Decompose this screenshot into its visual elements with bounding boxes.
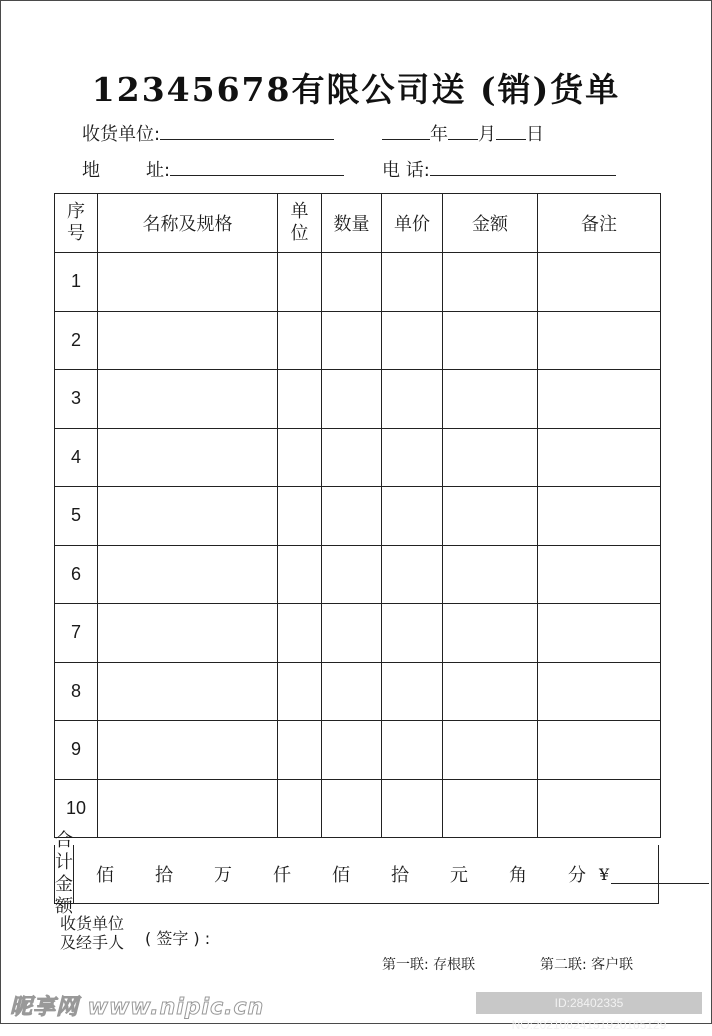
address-field [82, 156, 344, 182]
unit-shi: 拾 [155, 865, 173, 886]
unit-jiao: 角 [509, 865, 527, 886]
year-label: 年 [430, 124, 448, 145]
recipient-label: 收货单位: [82, 124, 161, 145]
phone-label: 电 话: [382, 160, 430, 181]
name-cell[interactable] [98, 428, 278, 487]
unit-yuan: 元 [450, 865, 468, 886]
remark-cell[interactable] [538, 779, 661, 838]
table-row [55, 487, 661, 546]
name-cell[interactable] [98, 721, 278, 780]
unit-cell[interactable] [278, 428, 322, 487]
copy-second: 第二联: 客户联 [540, 957, 634, 973]
header-qty: 数量 [322, 194, 382, 253]
unit-bai: 佰 [96, 865, 114, 886]
price-cell[interactable] [382, 311, 443, 370]
total-amount-input[interactable] [611, 865, 709, 884]
name-cell[interactable] [98, 253, 278, 312]
total-label: 合计 金额 [55, 830, 73, 917]
unit-cell[interactable] [278, 721, 322, 780]
recipient-input[interactable] [160, 123, 334, 140]
unit-cell[interactable] [278, 311, 322, 370]
total-amount-units[interactable] [74, 845, 709, 903]
year-input[interactable] [382, 123, 430, 140]
remark-cell[interactable] [538, 662, 661, 721]
qty-cell[interactable] [322, 311, 382, 370]
row-number: 4 [55, 428, 98, 487]
row-number: 7 [55, 604, 98, 663]
unit-cell[interactable] [278, 604, 322, 663]
table-row [55, 604, 661, 663]
remark-cell[interactable] [538, 721, 661, 780]
row-number: 6 [55, 545, 98, 604]
price-cell[interactable] [382, 428, 443, 487]
price-cell[interactable] [382, 721, 443, 780]
amount-cell[interactable] [443, 545, 538, 604]
table-row [55, 253, 661, 312]
name-cell[interactable] [98, 311, 278, 370]
amount-cell[interactable] [443, 662, 538, 721]
unit-fen: 分 [568, 865, 586, 886]
qty-cell[interactable] [322, 370, 382, 429]
month-label: 月 [478, 124, 496, 145]
recipient-field [82, 120, 334, 146]
watermark-id: ID:28402335 NO:20210824151920165129 [476, 992, 702, 1014]
header-name: 名称及规格 [98, 194, 278, 253]
table-row [55, 370, 661, 429]
day-label: 日 [526, 124, 544, 145]
price-cell[interactable] [382, 545, 443, 604]
amount-cell[interactable] [443, 253, 538, 312]
header-amount: 金额 [443, 194, 538, 253]
header-price: 单价 [382, 194, 443, 253]
table-row [55, 545, 661, 604]
table-header-row [55, 194, 661, 253]
name-cell[interactable] [98, 370, 278, 429]
table-row [55, 662, 661, 721]
amount-cell[interactable] [443, 721, 538, 780]
table-row [55, 311, 661, 370]
unit-shi-2: 拾 [391, 865, 409, 886]
qty-cell[interactable] [322, 487, 382, 546]
price-cell[interactable] [382, 604, 443, 663]
qty-cell[interactable] [322, 604, 382, 663]
unit-cell[interactable] [278, 253, 322, 312]
row-number: 9 [55, 721, 98, 780]
remark-cell[interactable] [538, 370, 661, 429]
remark-cell[interactable] [538, 487, 661, 546]
copy-first: 第一联: 存根联 [382, 957, 476, 973]
remark-cell[interactable] [538, 311, 661, 370]
watermark-site: 昵享网 www.nipic.cn [10, 995, 265, 1020]
table-row [55, 779, 661, 838]
unit-wan: 万 [214, 865, 232, 886]
qty-cell[interactable] [322, 545, 382, 604]
table-row [55, 428, 661, 487]
header-unit: 单 位 [278, 194, 322, 253]
name-cell[interactable] [98, 487, 278, 546]
date-field [382, 120, 544, 146]
remark-cell[interactable] [538, 428, 661, 487]
row-number: 5 [55, 487, 98, 546]
remark-cell[interactable] [538, 545, 661, 604]
address-label-2: 址: [146, 160, 171, 181]
price-cell[interactable] [382, 779, 443, 838]
amount-cell[interactable] [443, 779, 538, 838]
price-cell[interactable] [382, 487, 443, 546]
qty-cell[interactable] [322, 779, 382, 838]
unit-cell[interactable] [278, 545, 322, 604]
price-cell[interactable] [382, 662, 443, 721]
row-number: 3 [55, 370, 98, 429]
unit-cell[interactable] [278, 662, 322, 721]
unit-cell[interactable] [278, 370, 322, 429]
amount-cell[interactable] [443, 370, 538, 429]
qty-cell[interactable] [322, 253, 382, 312]
month-input[interactable] [448, 123, 478, 140]
qty-cell[interactable] [322, 721, 382, 780]
qty-cell[interactable] [322, 662, 382, 721]
signature-label: 收货单位 及经手人 [60, 914, 125, 952]
day-input[interactable] [496, 123, 526, 140]
amount-cell[interactable] [443, 428, 538, 487]
name-cell[interactable] [98, 779, 278, 838]
yen-icon: ¥ [599, 864, 610, 884]
unit-qian: 仟 [273, 865, 291, 886]
qty-cell[interactable] [322, 428, 382, 487]
name-cell[interactable] [98, 662, 278, 721]
row-number: 1 [55, 253, 98, 312]
unit-bai-2: 佰 [332, 865, 350, 886]
goods-table [54, 193, 661, 838]
total-amount-row [54, 830, 659, 917]
name-cell[interactable] [98, 545, 278, 604]
remark-cell[interactable] [538, 604, 661, 663]
document-title: 12345678有限公司送 (销)货单 [91, 70, 621, 109]
row-number: 8 [55, 662, 98, 721]
header-seq: 序 号 [55, 194, 98, 253]
address-label-1: 地 [82, 160, 100, 181]
price-cell[interactable] [382, 370, 443, 429]
amount-cell[interactable] [443, 311, 538, 370]
phone-input[interactable] [430, 159, 616, 176]
table-row [55, 721, 661, 780]
phone-field [382, 156, 616, 182]
name-cell[interactable] [98, 604, 278, 663]
unit-cell[interactable] [278, 779, 322, 838]
header-remark: 备注 [538, 194, 661, 253]
row-number: 10 [55, 779, 98, 838]
row-number: 2 [55, 311, 98, 370]
remark-cell[interactable] [538, 253, 661, 312]
address-input[interactable] [170, 159, 344, 176]
signature-note: ( 签字 ) : [145, 929, 211, 948]
amount-cell[interactable] [443, 604, 538, 663]
price-cell[interactable] [382, 253, 443, 312]
amount-cell[interactable] [443, 487, 538, 546]
unit-cell[interactable] [278, 487, 322, 546]
